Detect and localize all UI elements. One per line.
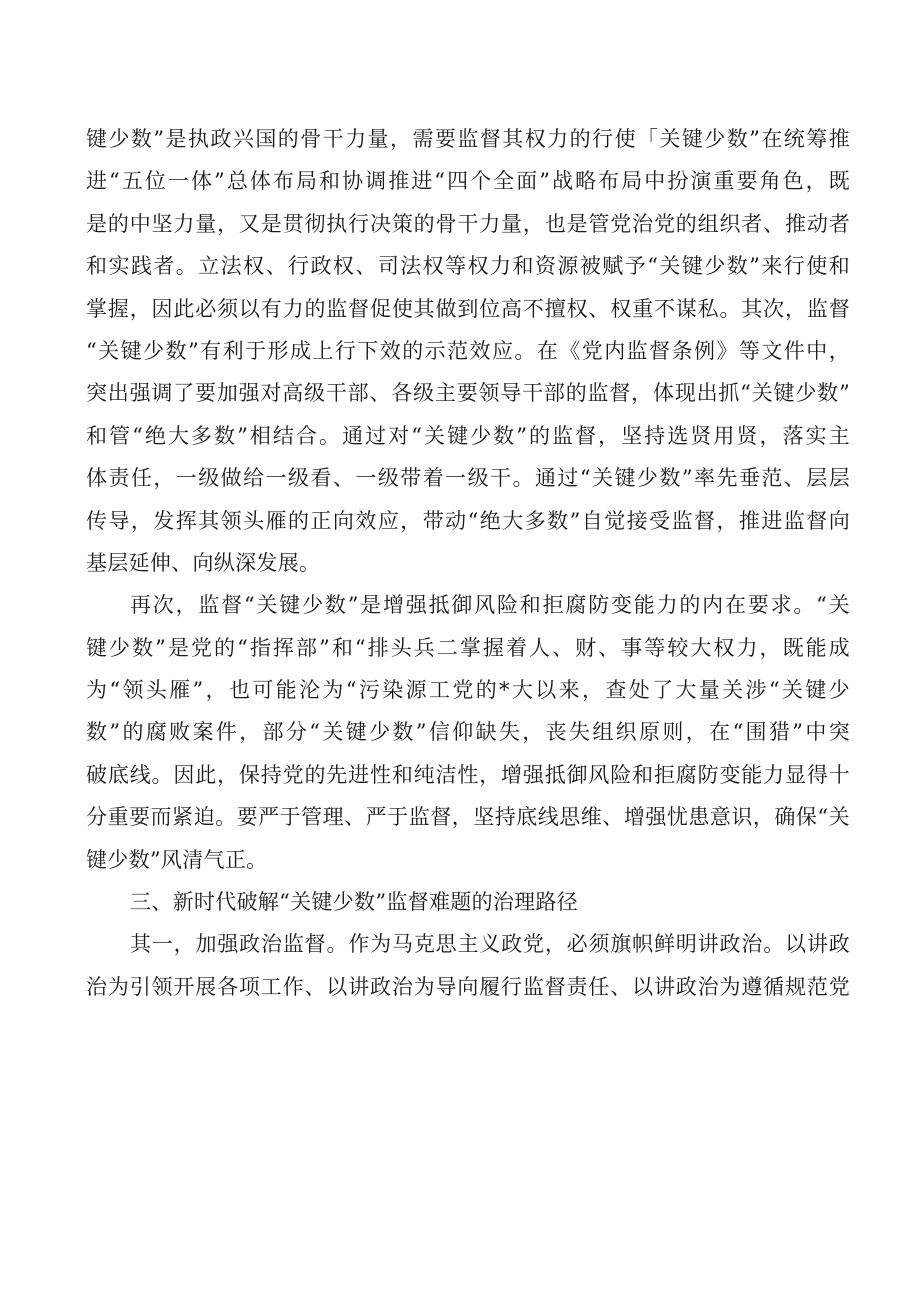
text-line: 其一，加强政治监督。作为马克思主义政党，必须旗帜鲜明讲政治。以讲政 xyxy=(130,932,850,957)
text-line: 基层延伸、向纵深发展。 xyxy=(86,550,321,575)
text-line: 是的中坚力量，又是贯彻执行决策的骨干力量，也是管党治党的组织者、推动者 xyxy=(86,211,850,236)
text-line: 键少数”是党的“指挥部”和“排头兵二掌握着人、财、事等较大权力，既能成 xyxy=(86,635,850,660)
text-line: 掌握，因此必须以有力的监督促使其做到位高不擅权、权重不谋私。其次，监督 xyxy=(86,296,850,321)
paragraph-key-minority-role xyxy=(86,118,850,584)
text-line: 和管“绝大多数”相结合。通过对“关键少数”的监督，坚持选贤用贤，落实主 xyxy=(86,423,850,448)
paragraph-risk-resistance xyxy=(86,584,850,881)
text-line: 再次，监督“关键少数”是增强抵御风险和拒腐防变能力的内在要求。“关 xyxy=(130,593,850,618)
text-line: 键少数”风清气正。 xyxy=(86,847,268,872)
paragraph-political-supervision xyxy=(86,923,850,1008)
text-line: 分重要而紧迫。要严于管理、严于监督，坚持底线思维、增强忧患意识，确保“关 xyxy=(86,805,850,830)
section-heading-text: 三、新时代破解“关键少数”监督难题的治理路径 xyxy=(130,890,579,915)
text-line: 数”的腐败案件，部分“关键少数”信仰缺失，丧失组织原则，在“围猎”中突 xyxy=(86,720,850,745)
text-line: 破底线。因此，保持党的先进性和纯洁性，增强抵御风险和拒腐防变能力显得十 xyxy=(86,762,850,787)
text-line: 为“领头雁”，也可能沦为“污染源工党的*大以来，查处了大量关涉“关键少 xyxy=(86,678,850,703)
text-line: 体责任，一级做给一级看、一级带着一级干。通过“关键少数”率先垂范、层层 xyxy=(86,466,850,491)
text-line: “关键少数”有利于形成上行下效的示范效应。在《党内监督条例》等文件中， xyxy=(86,338,850,363)
text-line: 进“五位一体”总体布局和协调推进“四个全面”战略布局中扮演重要角色，既 xyxy=(86,169,850,194)
text-line: 键少数”是执政兴国的骨干力量，需要监督其权力的行使「关键少数”在统筹推 xyxy=(86,127,850,151)
text-line: 突出强调了要加强对高级干部、各级主要领导干部的监督，体现出抓“关键少数” xyxy=(86,381,850,406)
document-body xyxy=(86,118,850,1008)
text-line: 和实践者。立法权、行政权、司法权等权力和资源被赋予“关键少数”来行使和 xyxy=(86,254,850,279)
section-heading xyxy=(86,881,850,923)
text-line: 传导，发挥其领头雁的正向效应，带动“绝大多数”自觉接受监督，推进监督向 xyxy=(86,508,850,533)
text-line: 治为引领开展各项工作、以讲政治为导向履行监督责任、以讲政治为遵循规范党 xyxy=(86,974,850,999)
